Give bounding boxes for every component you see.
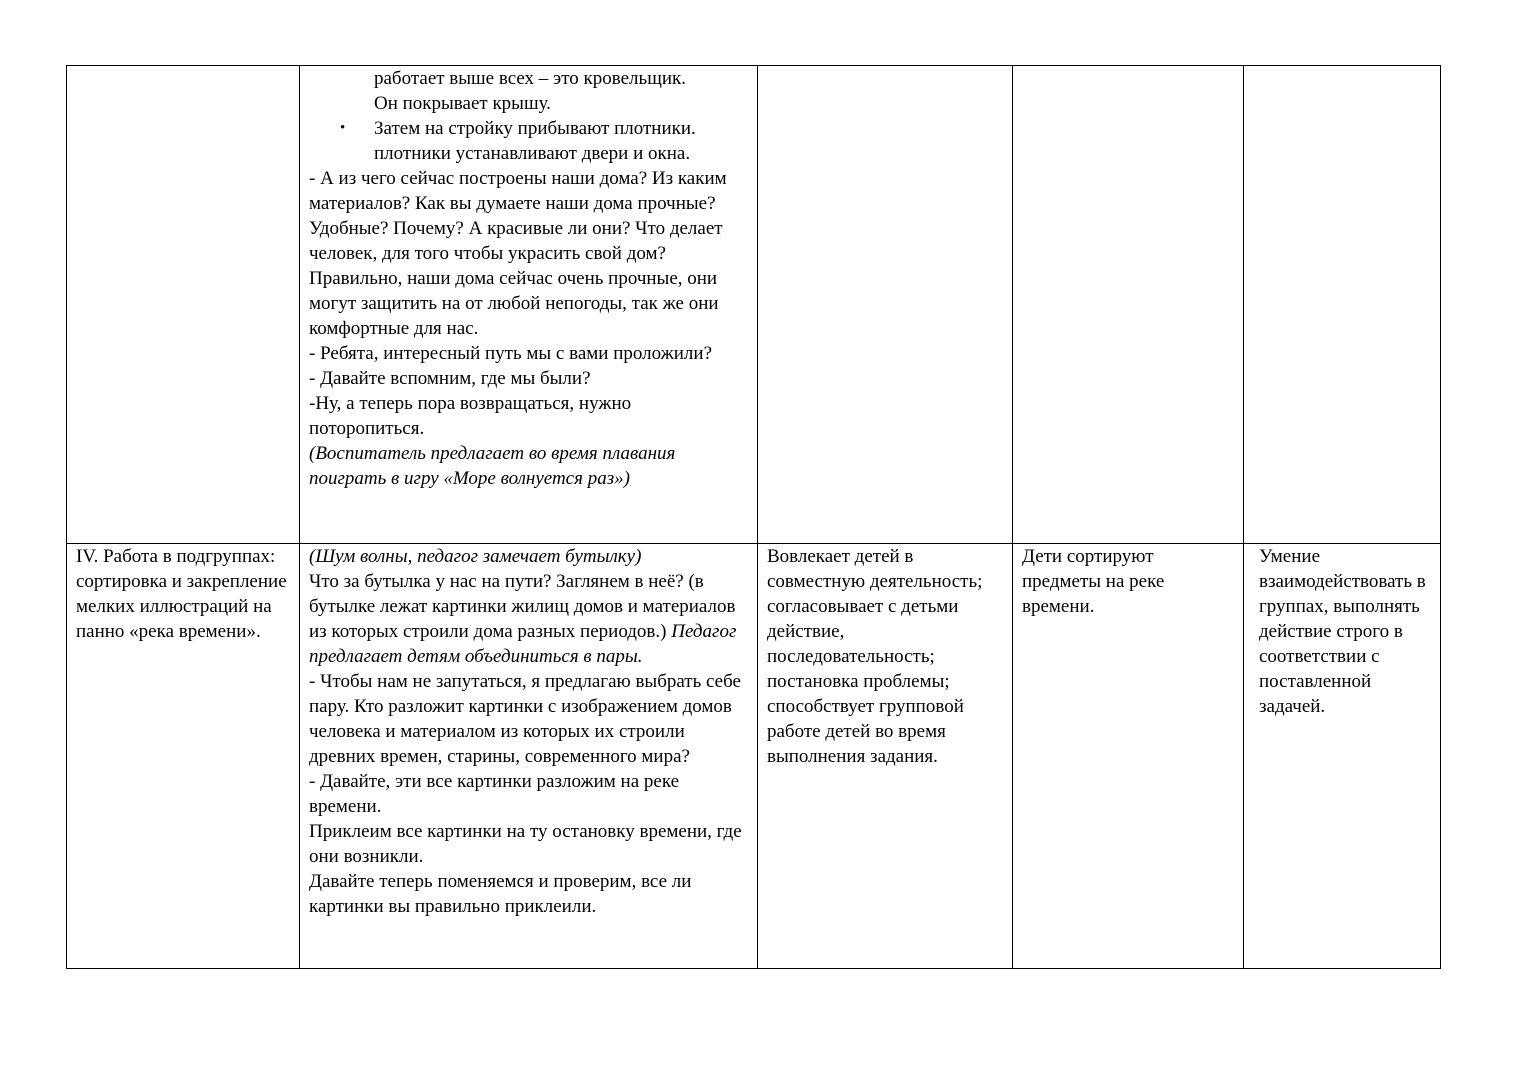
italic-intro: (Шум волны, педагог замечает бутылку) xyxy=(309,546,642,567)
children-text: Дети сортируют предметы на реке времени. xyxy=(1022,546,1165,617)
paragraph: - Давайте вспомним, где мы были? xyxy=(309,368,591,389)
teacher-cell xyxy=(758,544,1013,969)
paragraph: - Ребята, интересный путь мы с вами проложили? xyxy=(309,343,712,364)
paragraph: - Давайте, эти все картинки разложим на реке времени. xyxy=(309,771,680,817)
content-cell xyxy=(300,544,758,969)
paragraph xyxy=(309,569,749,669)
paragraph-text: Что за бутылка у нас на пути? Заглянем в неё? (в бутылке лежат картинки жилищ домов и материалов из которых строили дома разных периодов.) xyxy=(309,571,736,642)
table-row xyxy=(67,66,1441,544)
paragraph: - А из чего сейчас построены наши дома? Из каким материалов? Как вы думаете наши дома прочные? Удобные? Почему? А красивые ли они? Что делает человек, для того чтобы украсить свой дом? xyxy=(309,168,727,264)
content-cell xyxy=(300,66,758,544)
teacher-text: Вовлекает детей в совместную деятельность; согласовывает с детьми действие, последовательность; постановка проблемы; способствует групповой работе детей во время выполнения задания. xyxy=(767,546,983,767)
result-cell xyxy=(1244,544,1441,969)
paragraph: Правильно, наши дома сейчас очень прочные, они могут защитить на от любой непогоды, так же они комфортные для нас. xyxy=(309,268,719,339)
stage-text: IV. Работа в подгруппах: сортировка и закрепление мелких иллюстраций на панно «река времени». xyxy=(76,546,287,642)
paragraph: - Чтобы нам не запутаться, я предлагаю выбрать себе пару. Кто разложит картинки с изображением домов человека и материалом из которых их строили древних времен, старины, современного мира? xyxy=(309,671,741,767)
result-cell xyxy=(1244,66,1441,544)
stage-cell xyxy=(67,66,300,544)
bullet-line: Затем на стройку прибывают плотники. xyxy=(374,118,696,139)
children-cell xyxy=(1013,66,1244,544)
table-row xyxy=(67,544,1441,969)
teacher-cell xyxy=(758,66,1013,544)
continued-line: Он покрывает крышу. xyxy=(374,93,551,114)
paragraph: Приклеим все картинки на ту остановку времени, где они возникли. xyxy=(309,821,742,867)
italic-note: (Воспитатель предлагает во время плавания поиграть в игру «Море волнуется раз») xyxy=(309,443,676,489)
italic-instruction: Педагог предлагает детям объединиться в пары. xyxy=(309,621,737,667)
stage-cell xyxy=(67,544,300,969)
bullet-continuation: плотники устанавливают двери и окна. xyxy=(374,143,691,164)
paragraph: Давайте теперь поменяемся и проверим, все ли картинки вы правильно приклеили. xyxy=(309,871,692,917)
bullet-icon: • xyxy=(340,120,346,136)
bullet-item xyxy=(309,116,749,141)
continued-line: работает выше всех – это кровельщик. xyxy=(374,68,686,89)
lesson-plan-table xyxy=(66,65,1441,969)
result-text: Умение взаимодействовать в группах, выполнять действие строго в соответствии с поставленной задачей. xyxy=(1259,546,1426,717)
paragraph: -Ну, а теперь пора возвращаться, нужно поторопиться. xyxy=(309,393,632,439)
children-cell xyxy=(1013,544,1244,969)
